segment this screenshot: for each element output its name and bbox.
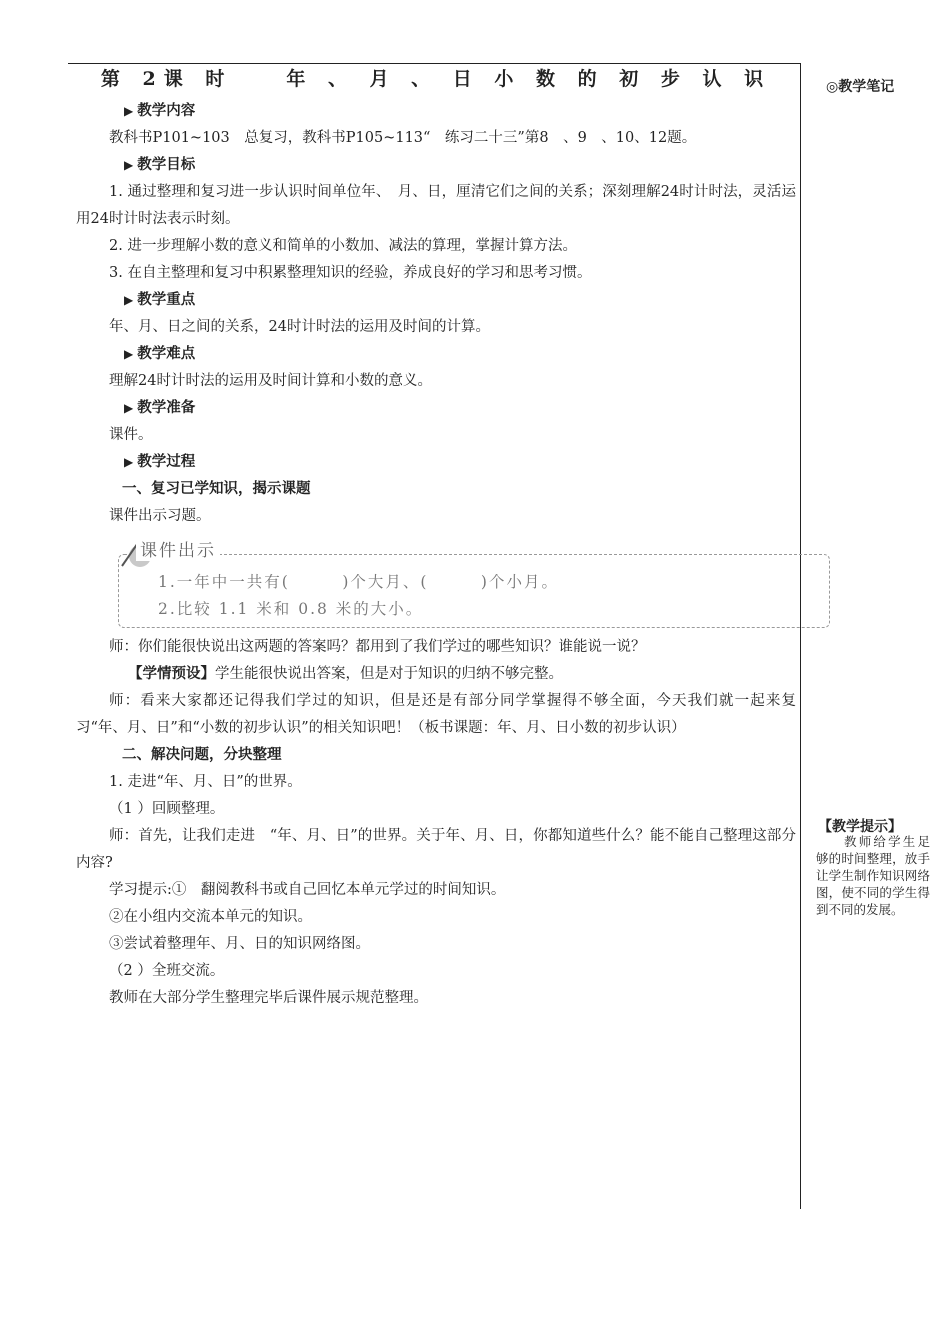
teacher-line-2: 师：看来大家都还记得我们学过的知识，但是还是有部分同学掌握得不够全面，今天我们就一起来复习“年、月、日”和“小数的初步认识”的相关知识吧！（板书课题：年、月、日小数的初步认识） (76, 693, 796, 736)
part-1-text: 课件出示习题。 (109, 508, 211, 524)
part-1-heading: 一、复习已学知识，揭示课题 (122, 481, 311, 497)
top-rule (68, 63, 801, 64)
teacher-line-3: 师：首先，让我们走进 “年、月、日”的世界。关于年、月、日，你都知道些什么？能不能自己整理这部分内容? (76, 828, 796, 871)
section-heading-process: ▶ 教学过程 (124, 454, 196, 470)
section-heading-prep: ▶ 教学准备 (124, 400, 196, 416)
lesson-plan-body (76, 66, 796, 1012)
courseware-label: 课件出示 (136, 536, 220, 561)
goal-1: 1. 通过整理和复习进一步认识时间单位年、 月、日，厘清它们之间的关系；深刻理解24时计时法，灵活运用24时计时法表示时刻。 (76, 184, 796, 227)
teaching-tip-text: 教师给学生足够的时间整理，放手让学生制作知识网络图，使不同的学生得到不同的发展。 (816, 834, 930, 917)
section-heading-key: ▶ 教学重点 (124, 292, 196, 308)
courseware-box (118, 536, 830, 624)
step-1: 1. 走进“年、月、日”的世界。 (109, 774, 302, 790)
preset-text: 学生能很快说出答案，但是对于知识的归纳不够完整。 (215, 666, 563, 682)
teaching-notes-title: ◎教学笔记 (826, 79, 895, 95)
prep-text: 课件。 (109, 427, 153, 443)
goal-3: 3. 在自主整理和复习中积累整理知识的经验，养成良好的学习和思考习惯。 (109, 265, 592, 281)
content-text: 教科书P101~103 总复习，教科书P105~113“ 练习二十三”第8 、9 、10、12题。 (109, 130, 697, 146)
study-tip-2: ②在小组内交流本单元的知识。 (109, 909, 312, 925)
preset-label: 【学情预设】 (128, 666, 215, 682)
courseware-question-2: 2.比较 1.1 米和 0.8 米的大小。 (158, 600, 424, 618)
section-heading-content: ▶ 教学内容 (124, 103, 196, 119)
final-text: 教师在大部分学生整理完毕后课件展示规范整理。 (109, 990, 428, 1006)
page-title: 第 2课 时 年 、 月 、 日 小 数 的 初 步 认 识 (100, 68, 772, 90)
triangle-bullet-icon: ▶ (124, 401, 134, 415)
key-text: 年、月、日之间的关系，24时计时法的运用及时间的计算。 (109, 319, 490, 335)
step-1-1: （1 ）回顾整理。 (109, 801, 225, 817)
triangle-bullet-icon: ▶ (124, 455, 134, 469)
triangle-bullet-icon: ▶ (124, 293, 134, 307)
preset-paragraph (76, 661, 796, 688)
step-1-2: （2 ）全班交流。 (109, 963, 225, 979)
section-heading-goals: ▶ 教学目标 (124, 157, 196, 173)
section-heading-difficulty: ▶ 教学难点 (124, 346, 196, 362)
triangle-bullet-icon: ▶ (124, 347, 134, 361)
difficulty-text: 理解24时计时法的运用及时间计算和小数的意义。 (109, 373, 432, 389)
courseware-question-1: 1.一年中一共有( )个大月、( )个小月。 (158, 573, 559, 591)
triangle-bullet-icon: ▶ (124, 104, 134, 118)
goal-2: 2. 进一步理解小数的意义和简单的小数加、减法的算理，掌握计算方法。 (109, 238, 577, 254)
teaching-tip-heading: 【教学提示】 (818, 819, 902, 835)
study-tip-3: ③尝试着整理年、月、日的知识网络图。 (109, 936, 370, 952)
part-2-heading: 二、解决问题，分块整理 (122, 747, 282, 763)
teacher-line-1: 师：你们能很快说出这两题的答案吗？都用到了我们学过的哪些知识？谁能说一说？ (109, 639, 646, 655)
margin-divider (800, 63, 801, 1209)
study-tip-1: 学习提示:① 翻阅教科书或自己回忆本单元学过的时间知识。 (109, 882, 506, 898)
triangle-bullet-icon: ▶ (124, 158, 134, 172)
